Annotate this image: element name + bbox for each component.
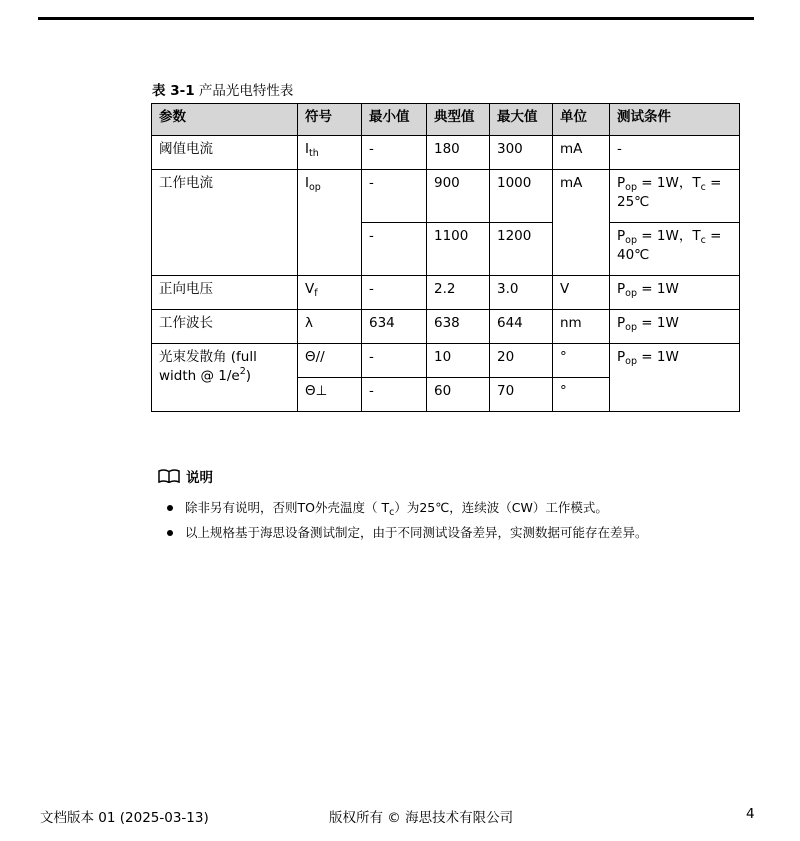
cell-symbol: $V_f$ [298, 276, 362, 310]
table-row [152, 344, 740, 378]
table-header-row [152, 104, 740, 136]
header-min: 最小值 [362, 104, 427, 136]
cell-min: - [362, 223, 427, 276]
cell-condition: $P_{op} = 1W$，$T_c$ = 25℃ [610, 170, 740, 223]
table-row [152, 136, 740, 170]
cell-condition: $P_{op} = 1W$ [610, 310, 740, 344]
table-number: 表 3-1 [152, 83, 195, 99]
cell-unit: ° [553, 378, 610, 412]
table-row [152, 310, 740, 344]
cell-max: 3.0 [490, 276, 553, 310]
cell-max: 1000 [490, 170, 553, 223]
footer-doc-version: 文档版本 01 (2025-03-13) [40, 810, 209, 826]
cell-unit: nm [553, 310, 610, 344]
footer-copyright: 版权所有 © 海思技术有限公司 [329, 810, 514, 826]
cell-max: 70 [490, 378, 553, 412]
cell-unit: mA [553, 136, 610, 170]
list-item: 除非另有说明，否则TO外壳温度（ $T_c$）为25℃，连续波（CW）工作模式。 [163, 500, 648, 525]
list-item: 以上规格基于海思设备测试制定，由于不同测试设备差异，实测数据可能存在差异。 [163, 525, 648, 550]
cell-symbol: λ [298, 310, 362, 344]
header-symbol: 符号 [298, 104, 362, 136]
cell-param: 工作电流 [152, 170, 298, 276]
book-icon [158, 469, 180, 483]
cell-condition: - [610, 136, 740, 170]
cell-param: 阈值电流 [152, 136, 298, 170]
cell-min: - [362, 170, 427, 223]
cell-typ: 1100 [427, 223, 490, 276]
note-list [163, 500, 648, 550]
cell-min: 634 [362, 310, 427, 344]
table-caption [152, 79, 293, 99]
cell-typ: 900 [427, 170, 490, 223]
cell-unit: ° [553, 344, 610, 378]
cell-condition: $P_{op} = 1W$ [610, 344, 740, 412]
spec-table [151, 103, 740, 412]
cell-max: 644 [490, 310, 553, 344]
header-unit: 单位 [553, 104, 610, 136]
note-heading [158, 466, 213, 486]
cell-condition: $P_{op} = 1W$ [610, 276, 740, 310]
cell-max: 1200 [490, 223, 553, 276]
cell-condition: $P_{op} = 1W$，$T_c$ = 40℃ [610, 223, 740, 276]
note-title: 说明 [186, 470, 213, 486]
cell-symbol: $I_{op}$ [298, 170, 362, 276]
header-typ: 典型值 [427, 104, 490, 136]
cell-max: 300 [490, 136, 553, 170]
cell-max: 20 [490, 344, 553, 378]
table-row [152, 170, 740, 223]
cell-min: - [362, 276, 427, 310]
cell-min: - [362, 136, 427, 170]
cell-min: - [362, 378, 427, 412]
cell-symbol: Θ// [298, 344, 362, 378]
footer-page-number: 4 [746, 806, 755, 822]
header-max: 最大值 [490, 104, 553, 136]
cell-min: - [362, 344, 427, 378]
cell-symbol: $I_{th}$ [298, 136, 362, 170]
cell-typ: 60 [427, 378, 490, 412]
cell-typ: 10 [427, 344, 490, 378]
cell-param: 工作波长 [152, 310, 298, 344]
cell-typ: 180 [427, 136, 490, 170]
cell-param: 光束发散角 (full width @ $1/e^2$) [152, 344, 298, 412]
cell-unit: mA [553, 170, 610, 276]
table-title: 产品光电特性表 [198, 83, 294, 99]
header-condition: 测试条件 [610, 104, 740, 136]
cell-param: 正向电压 [152, 276, 298, 310]
top-rule [38, 17, 754, 20]
header-param: 参数 [152, 104, 298, 136]
cell-typ: 638 [427, 310, 490, 344]
table-row [152, 276, 740, 310]
cell-unit: V [553, 276, 610, 310]
cell-symbol: Θ⊥ [298, 378, 362, 412]
cell-typ: 2.2 [427, 276, 490, 310]
